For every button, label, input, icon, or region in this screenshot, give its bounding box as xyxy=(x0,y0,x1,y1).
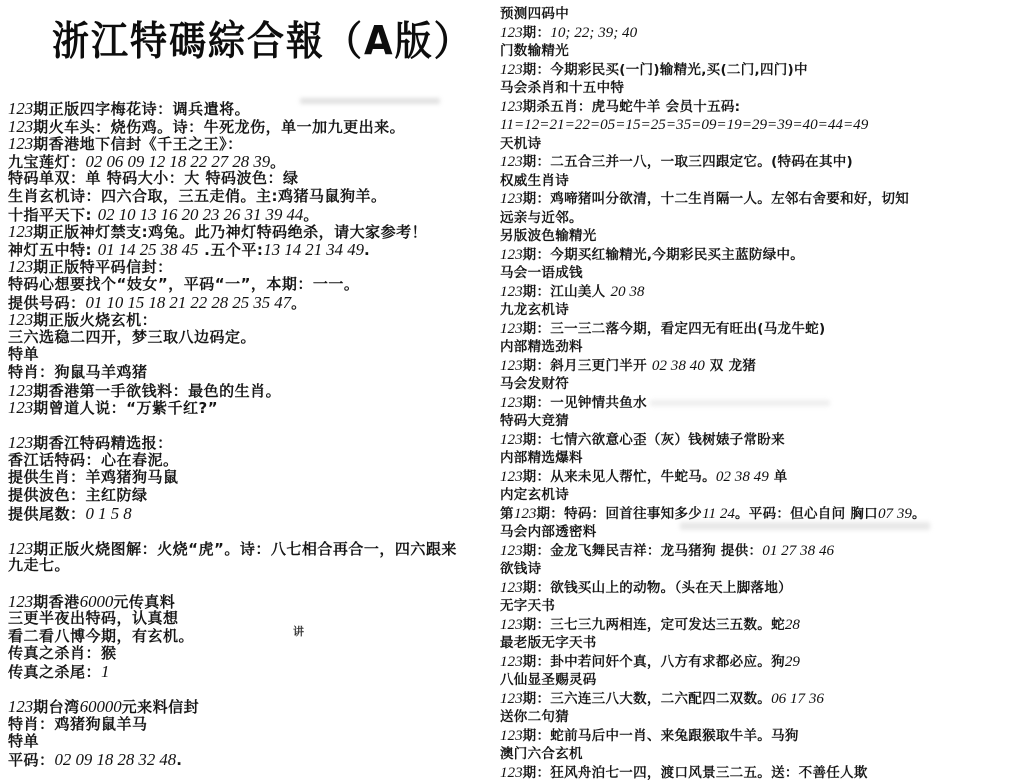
text-line: 马会一语成钱 xyxy=(500,265,583,281)
text-line: 123期：江山美人 20 38 xyxy=(500,283,645,300)
text-line: 九宝莲灯：02 06 09 12 18 22 27 28 39。 xyxy=(8,151,286,171)
text-line: 提供波色：主红防绿 xyxy=(8,486,148,505)
text-line: 马会内部透密料 xyxy=(500,524,597,540)
text-line xyxy=(8,681,504,699)
text-line: 123期香港第一手欲钱料：最色的生肖。 xyxy=(8,380,282,400)
text-line: 天机诗 xyxy=(500,135,542,152)
left-column xyxy=(8,100,504,769)
text-line: 123期火车头：烧伤鸡。诗：牛死龙伤，单一加九更出来。 xyxy=(8,116,406,136)
text-line: 特单 xyxy=(8,732,40,751)
text-line: 特码单双：单 特码大小：大 特码波色：绿 xyxy=(8,169,299,188)
text-line: 123期：七情六欲意心歪（灰）钱树婊子常盼来 xyxy=(500,431,785,448)
scan-artifact xyxy=(650,400,830,406)
text-line: 看二看八博今期，有玄机。 xyxy=(8,626,195,645)
text-line: 特单 xyxy=(8,345,40,364)
text-line: 123期正版火烧图解：火烧“虎”。诗：八七相合再合一，四六跟来 xyxy=(8,538,457,558)
text-line: 十指平天下: 02 10 13 16 20 23 26 31 39 44。 xyxy=(8,204,319,224)
text-line: 生肖玄机诗：四六合取，三五走俏。主:鸡猪马鼠狗羊。 xyxy=(8,186,387,205)
text-line: 123期台湾60000元来料信封 xyxy=(8,697,200,717)
text-line: 123期：从来未见人帮忙，牛蛇马。02 38 49 单 xyxy=(500,468,788,485)
text-line: 123期曾道人说：“万紫千红?” xyxy=(8,398,219,418)
text-line: 权威生肖诗 xyxy=(500,172,569,189)
text-line: 123期：10; 22; 39; 40 xyxy=(500,24,638,41)
text-line xyxy=(8,417,504,435)
text-line: 特码大竞猜 xyxy=(500,413,569,429)
right-column xyxy=(500,5,1022,780)
text-line: 内定玄机诗 xyxy=(500,487,569,503)
text-line: 无字天书 xyxy=(500,598,556,614)
text-line xyxy=(8,575,504,593)
text-line: 欲钱诗 xyxy=(500,561,542,577)
text-line: 123期杀五肖：虎马蛇牛羊 会员十五码: xyxy=(500,98,741,115)
text-line: 传真之杀肖：猴 xyxy=(8,644,117,663)
text-line: 123期：蛇前马后中一肖、来兔跟猴取牛羊。马狗 xyxy=(500,727,799,744)
text-line: 123期：卦中若问奸个真，八方有求都必应。狗29 xyxy=(500,653,800,670)
text-line: 内部精选劲料 xyxy=(500,339,583,355)
text-line: 123期：狂风舟泊七一四，渡口风景三二五。送：不善任人欺 xyxy=(500,764,868,780)
text-line: 123期香港6000元传真料 xyxy=(8,591,176,611)
text-line: 马会杀肖和十五中特 xyxy=(500,80,625,96)
text-line: 门数输精光 xyxy=(500,43,569,59)
text-line: 预测四码中 xyxy=(500,6,569,22)
text-line: 香江话特码：心在春泥。 xyxy=(8,450,179,469)
text-line: 马会发财符 xyxy=(500,376,569,392)
text-line: 八仙显圣赐灵码 xyxy=(500,672,597,688)
text-line: 第123期：特码：回首往事知多少11 24。平码：但心自问 胸口07 39。 xyxy=(500,505,926,522)
text-line: 123期香港地下信封《千王之王》： xyxy=(8,134,243,154)
text-line: 123期：三七三九两相连，定可发达三五数。蛇28 xyxy=(500,616,800,633)
text-line: 123期正版神灯禁支:鸡兔。此乃神灯特码绝杀，请大家参考！ xyxy=(8,222,428,242)
text-line: 三更半夜出特码，认真想 xyxy=(8,609,179,628)
text-line: 123期：今期彩民买(一门)输精光,买(二门,四门)中 xyxy=(500,61,808,78)
text-line: 最老版无字天书 xyxy=(500,635,597,651)
text-line: 123期：鸡啼猪叫分欲清，十二生肖隔一人。左邻右舍要和好，切知 xyxy=(500,191,910,207)
text-line: 123期：金龙飞舞民吉祥：龙马猪狗 提供：01 27 38 46 xyxy=(500,542,835,559)
text-line: 123期：欲钱买山上的动物。（头在天上脚落地） xyxy=(500,579,792,596)
handwritten-note: 讲 xyxy=(293,625,304,638)
text-line: 123期：三一三二落今期，看定四无有旺出(马龙牛蛇) xyxy=(500,320,826,337)
text-line: 送你二句猜 xyxy=(500,709,569,725)
text-line: 123期香江特码精选报： xyxy=(8,433,173,453)
text-line: 123期正版火烧玄机： xyxy=(8,310,158,330)
text-line: 内部精选爆料 xyxy=(500,450,583,466)
text-line: 123期正版特平码信封： xyxy=(8,257,173,277)
text-line: 提供号码：01 10 15 18 21 22 28 25 35 47。 xyxy=(8,292,307,312)
text-line: 三六选稳二四开，梦三取八边码定。 xyxy=(8,327,257,346)
text-line: 另版波色输精光 xyxy=(500,228,597,244)
text-line: 123期：三六连三八大数，二六配四二双数。06 17 36 xyxy=(500,690,824,707)
text-line: 提供尾数：0 1 5 8 xyxy=(8,503,132,523)
text-line: 123期：二五合三并一八，一取三四跟定它。(特码在其中) xyxy=(500,154,854,170)
text-line: 特肖：鸡猪狗鼠羊马 xyxy=(8,714,148,733)
page-title: 浙江特碼綜合報（A版） xyxy=(52,17,473,65)
text-line: 神灯五中特: 01 14 25 38 45 .五个平:13 14 21 34 49. xyxy=(8,239,371,259)
text-line: 特肖：狗鼠马羊鸡猪 xyxy=(8,362,148,381)
scan-artifact xyxy=(300,98,440,104)
text-line: 九龙玄机诗 xyxy=(500,302,569,318)
text-line: 123期：今期买红输精光,今期彩民买主蓝防绿中。 xyxy=(500,246,805,263)
text-line: 11=12=21=22=05=15=25=35=09=19=29=39=40=44=49 xyxy=(500,117,869,133)
text-line: 平码：02 09 18 28 32 48. xyxy=(8,749,183,769)
text-line: 123期：一见钟情共鱼水 xyxy=(500,394,647,411)
scan-artifact xyxy=(680,522,930,530)
text-line: 123期正版四字梅花诗：调兵遣将。 xyxy=(8,99,251,118)
text-line: 远亲与近邻。 xyxy=(500,209,583,226)
text-line: 提供生肖：羊鸡猪狗马鼠 xyxy=(8,468,179,487)
text-line: 特码心想要找个“妓女”，平码“一”，本期：一一。 xyxy=(8,274,360,293)
text-line: 九走七。 xyxy=(8,556,71,575)
text-line: 澳门六合玄机 xyxy=(500,746,583,762)
text-line: 传真之杀尾：1 xyxy=(8,662,110,681)
text-line xyxy=(8,522,504,540)
text-line: 123期：斜月三更门半开 02 38 40 双 龙猪 xyxy=(500,357,757,374)
